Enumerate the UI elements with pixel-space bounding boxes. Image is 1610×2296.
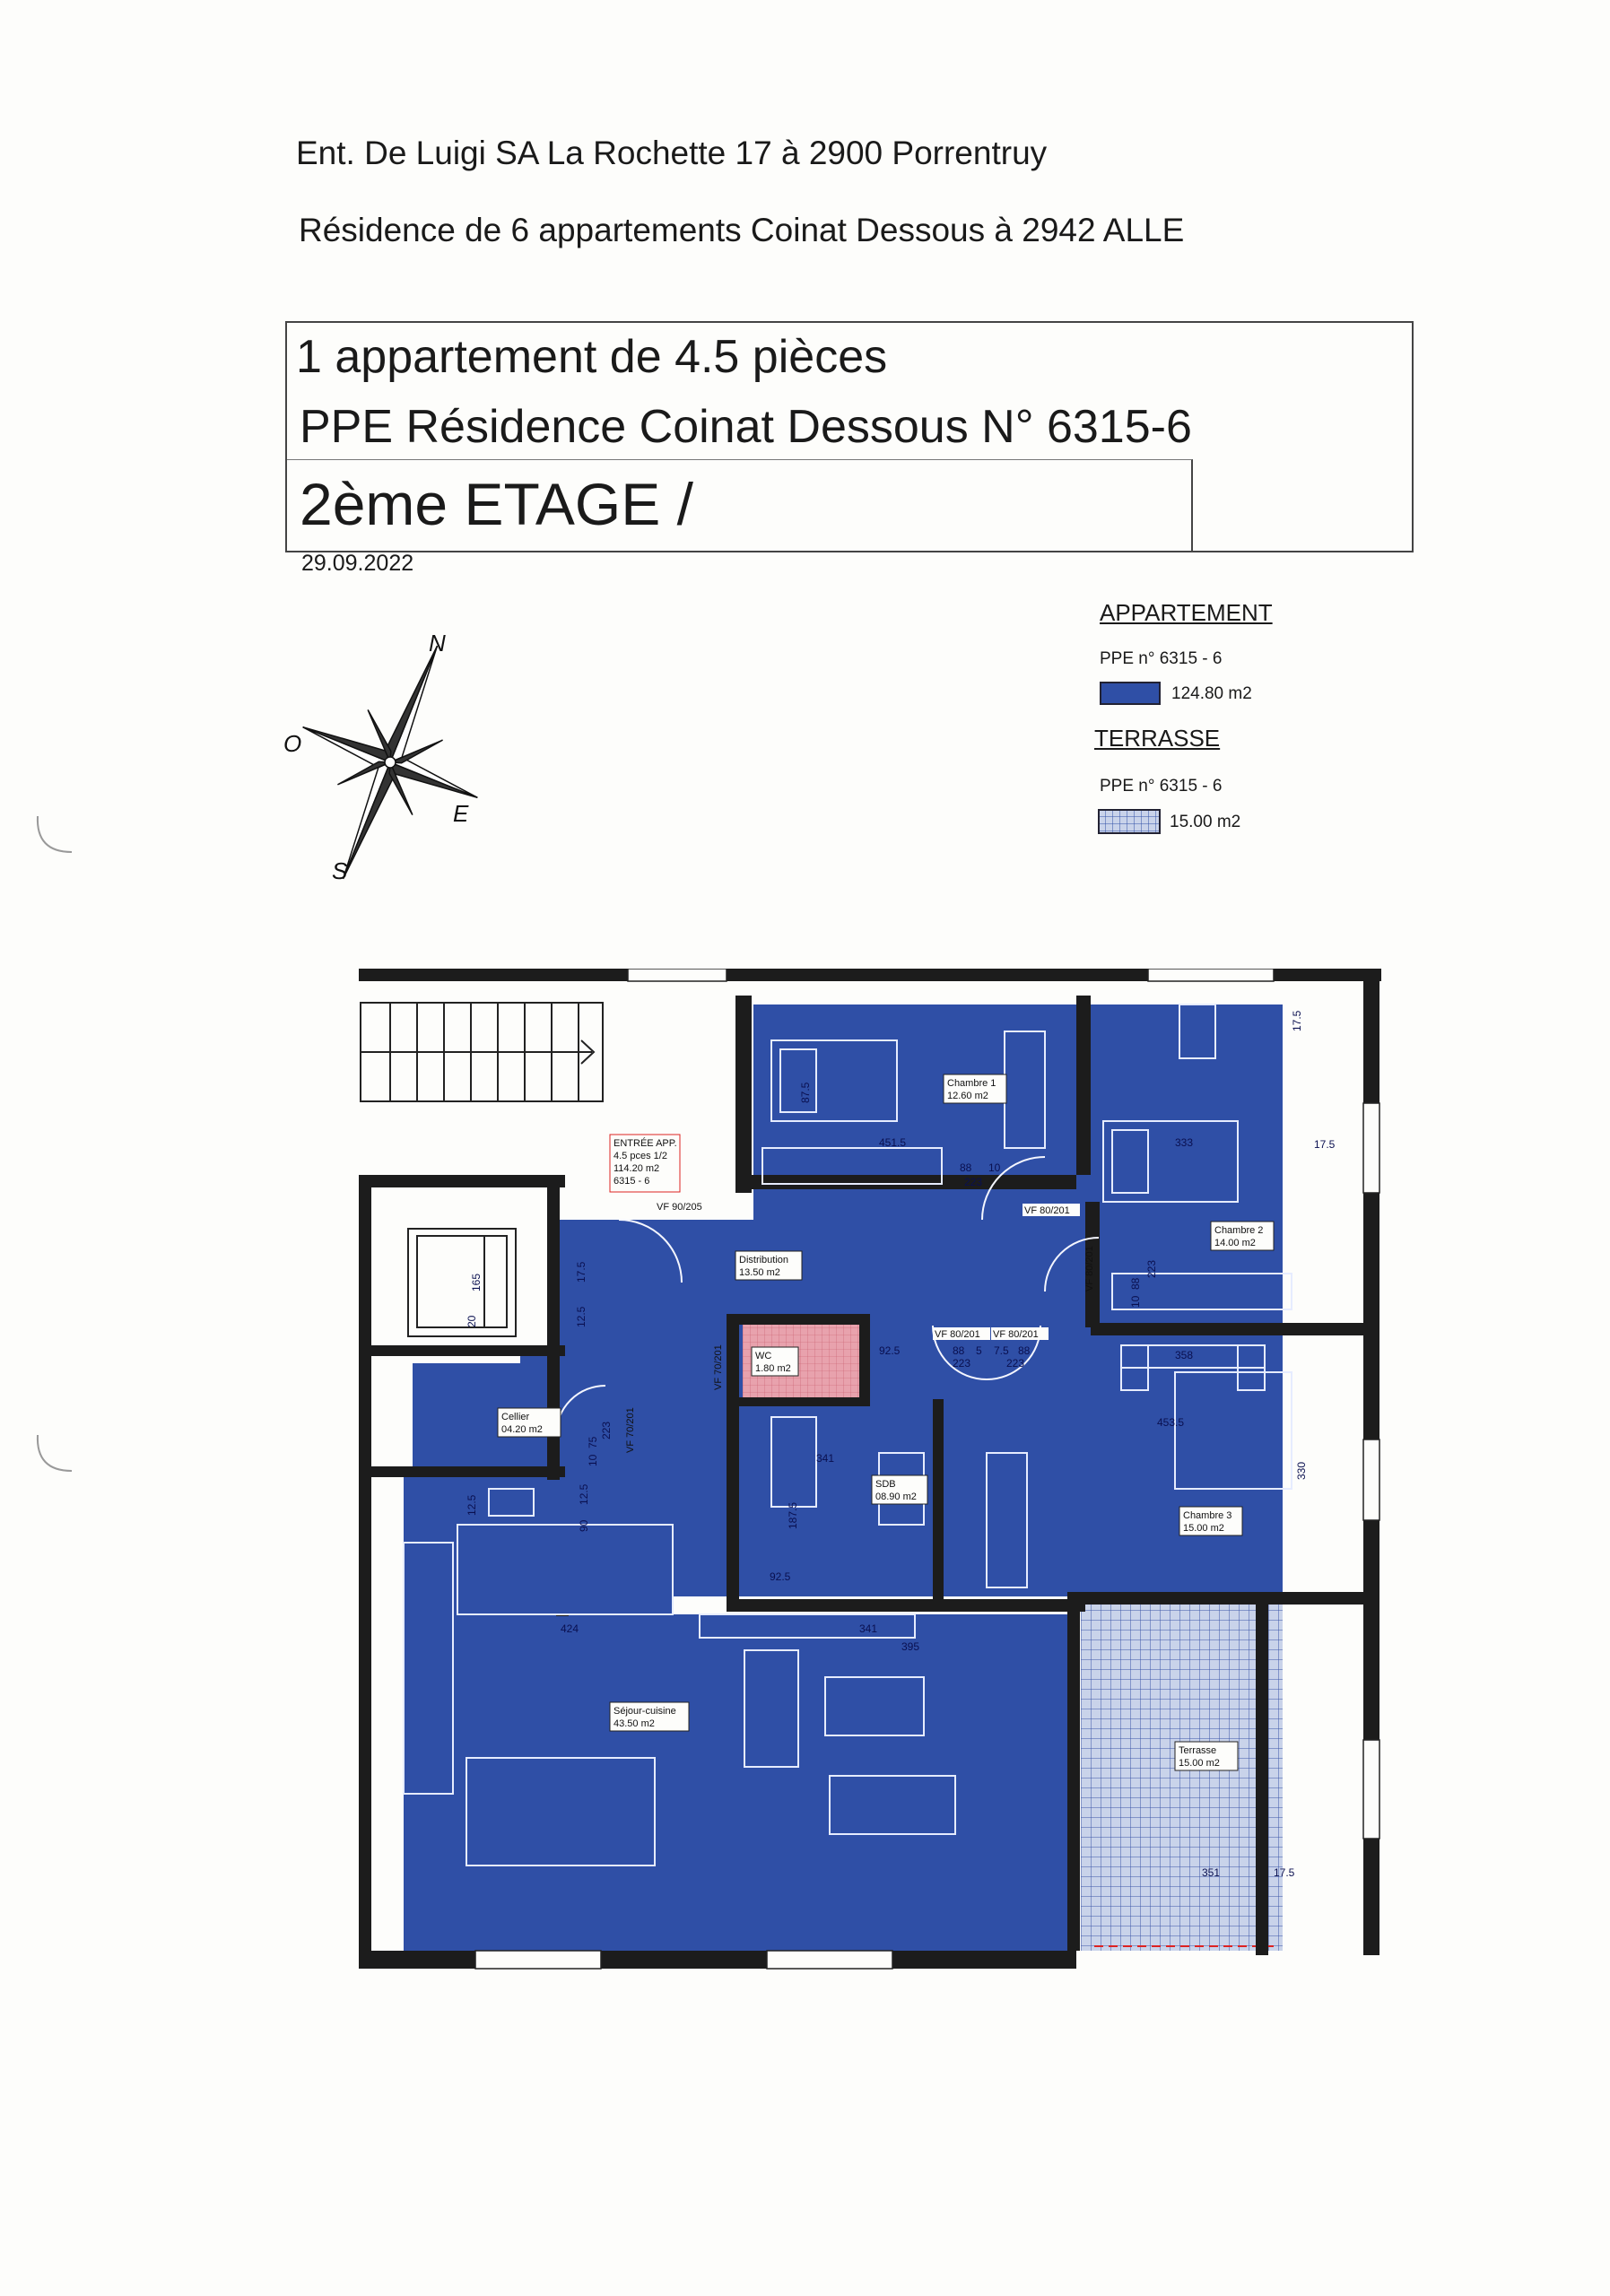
svg-text:88: 88	[960, 1161, 972, 1174]
svg-text:451.5: 451.5	[879, 1136, 907, 1149]
svg-text:10: 10	[988, 1161, 1001, 1174]
svg-text:358: 358	[1175, 1349, 1194, 1361]
svg-text:165: 165	[470, 1273, 483, 1292]
terrasse-area	[1081, 1601, 1283, 1951]
room-sdb-area: 08.90 m2	[875, 1492, 917, 1502]
room-distribution-area: 13.50 m2	[739, 1267, 780, 1278]
svg-text:88: 88	[1018, 1344, 1031, 1357]
room-sejour-area: 43.50 m2	[614, 1718, 655, 1729]
legend-appartement-title: APPARTEMENT	[1100, 599, 1273, 626]
legend-terrasse-ppe: PPE n° 6315 - 6	[1100, 777, 1223, 796]
room-wc-name: WC	[755, 1351, 772, 1361]
room-chambre3-name: Chambre 3	[1183, 1510, 1232, 1521]
svg-text:395: 395	[901, 1640, 920, 1653]
compass-n: N	[429, 630, 446, 657]
room-chambre1-area: 12.60 m2	[947, 1091, 988, 1101]
title-line-3: 2ème ETAGE /	[300, 471, 693, 537]
svg-text:75: 75	[587, 1436, 599, 1448]
legend-appartement-swatch	[1100, 682, 1161, 705]
svg-text:88: 88	[953, 1344, 965, 1357]
room-terrasse-area: 15.00 m2	[1179, 1758, 1220, 1769]
legend-terrasse-area: 15.00 m2	[1170, 813, 1241, 831]
svg-text:5: 5	[976, 1344, 982, 1357]
svg-text:341: 341	[816, 1452, 835, 1465]
svg-text:453.5: 453.5	[1157, 1416, 1185, 1429]
title-line-2: PPE Résidence Coinat Dessous N° 6315-6	[300, 401, 1192, 453]
title-box	[285, 321, 1414, 552]
svg-text:4.5 pces 1/2: 4.5 pces 1/2	[614, 1151, 667, 1161]
svg-text:VF 70/201: VF 70/201	[713, 1344, 724, 1390]
room-chambre2-name: Chambre 2	[1214, 1225, 1264, 1236]
floor-plan	[341, 969, 1390, 1973]
svg-text:333: 333	[1175, 1136, 1194, 1149]
svg-text:223: 223	[953, 1357, 971, 1370]
svg-text:10: 10	[587, 1454, 599, 1466]
svg-text:17.5: 17.5	[1314, 1138, 1336, 1151]
svg-text:92.5: 92.5	[879, 1344, 901, 1357]
svg-text:17.5: 17.5	[1291, 1010, 1303, 1031]
svg-text:424: 424	[561, 1622, 579, 1635]
svg-text:VF 80/201: VF 80/201	[935, 1329, 980, 1340]
svg-text:223: 223	[1145, 1259, 1158, 1278]
svg-text:VF 70/201: VF 70/201	[625, 1407, 636, 1453]
header-line-1: Ent. De Luigi SA La Rochette 17 à 2900 Porrentruy	[296, 135, 1048, 171]
svg-text:90: 90	[578, 1519, 590, 1532]
svg-text:87.5: 87.5	[799, 1082, 812, 1103]
svg-text:12.5: 12.5	[578, 1483, 590, 1505]
legend-terrasse-title: TERRASSE	[1094, 725, 1221, 752]
svg-text:VF 80/201: VF 80/201	[1024, 1205, 1070, 1216]
compass-o: O	[283, 730, 302, 757]
legend-appartement-ppe: PPE n° 6315 - 6	[1100, 649, 1223, 668]
room-chambre2-area: 14.00 m2	[1214, 1238, 1256, 1248]
svg-text:VF 80/201: VF 80/201	[1084, 1246, 1095, 1292]
compass-s: S	[332, 857, 348, 884]
room-chambre1-name: Chambre 1	[947, 1078, 996, 1089]
svg-text:187.5: 187.5	[787, 1501, 799, 1529]
svg-text:223: 223	[964, 1176, 983, 1188]
svg-text:12.5: 12.5	[466, 1494, 478, 1516]
room-cellier-name: Cellier	[501, 1412, 530, 1422]
svg-text:17.5: 17.5	[1274, 1866, 1295, 1879]
room-sejour-name: Séjour-cuisine	[614, 1706, 676, 1717]
legend-terrasse-swatch	[1098, 809, 1162, 836]
svg-text:20: 20	[466, 1315, 478, 1327]
svg-text:92.5: 92.5	[770, 1570, 791, 1583]
room-distribution-name: Distribution	[739, 1255, 789, 1265]
svg-text:10: 10	[1129, 1295, 1142, 1308]
svg-text:223: 223	[1006, 1357, 1025, 1370]
compass-e: E	[453, 800, 469, 827]
svg-text:VF 90/205: VF 90/205	[657, 1202, 702, 1213]
svg-text:6315 - 6: 6315 - 6	[614, 1176, 650, 1187]
svg-text:330: 330	[1295, 1461, 1308, 1480]
svg-text:351: 351	[1202, 1866, 1221, 1879]
svg-text:ENTRÉE APP.: ENTRÉE APP.	[614, 1138, 677, 1149]
scan-mark-upper	[27, 807, 81, 879]
header-line-2: Résidence de 6 appartements Coinat Dessous à 2942 ALLE	[299, 212, 1185, 248]
svg-text:114.20 m2: 114.20 m2	[614, 1163, 660, 1174]
plan-date: 29.09.2022	[301, 551, 414, 576]
room-terrasse-name: Terrasse	[1179, 1745, 1217, 1756]
title-line-1: 1 appartement de 4.5 pièces	[296, 331, 888, 383]
svg-text:12.5: 12.5	[575, 1306, 587, 1327]
legend-appartement-area: 124.80 m2	[1171, 684, 1252, 703]
svg-text:7.5: 7.5	[994, 1344, 1009, 1357]
svg-text:88: 88	[1129, 1277, 1142, 1290]
svg-text:17.5: 17.5	[575, 1261, 587, 1283]
entree-label	[610, 1135, 680, 1192]
room-chambre3-area: 15.00 m2	[1183, 1523, 1224, 1534]
room-sdb-name: SDB	[875, 1479, 896, 1490]
room-cellier-area: 04.20 m2	[501, 1424, 543, 1435]
svg-text:VF 80/201: VF 80/201	[993, 1329, 1039, 1340]
scan-mark-lower	[27, 1426, 81, 1498]
compass-rose-icon	[269, 610, 538, 897]
svg-text:341: 341	[859, 1622, 878, 1635]
svg-text:223: 223	[600, 1421, 613, 1439]
room-wc-area: 1.80 m2	[755, 1363, 791, 1374]
